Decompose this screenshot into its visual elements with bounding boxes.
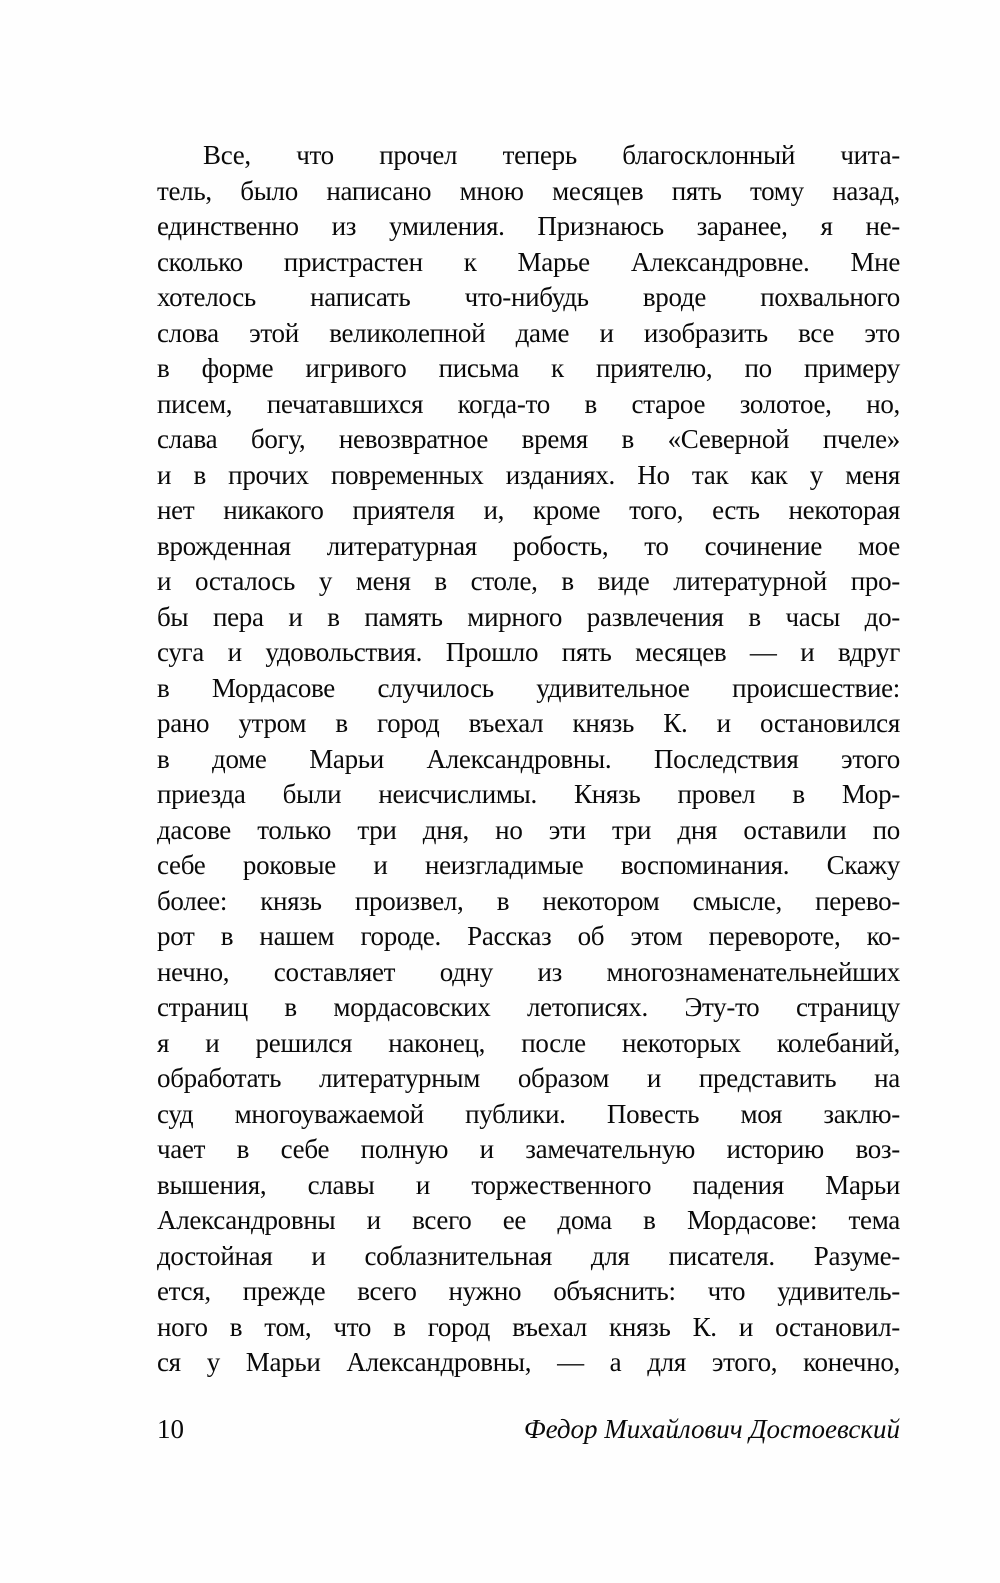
text-line: и в прочих повременных изданиях. Но так как у меня xyxy=(157,459,900,490)
text-line: Все, что прочел теперь благосклонный чита- xyxy=(203,140,900,170)
text-line: Александровны и всего ее дома в Мордасове: тема xyxy=(157,1205,900,1235)
text-line: нечно, составляет одну из многознаменательнейших xyxy=(157,956,900,987)
page-footer xyxy=(157,1412,900,1446)
text-line: в доме Марьи Александровны. Последствия этого xyxy=(157,743,900,774)
text-line: ного в том, что в город въехал князь К. и остановил- xyxy=(157,1311,900,1342)
text-line: сколько пристрастен к Марье Александровне. Мне xyxy=(157,246,900,277)
text-line: ся у Марьи Александровны, — а для этого, конечно, xyxy=(157,1347,900,1377)
text-line: более: князь произвел, в некотором смысле, перево- xyxy=(157,885,900,916)
text-line: тель, было написано мною месяцев пять тому назад, xyxy=(157,175,900,206)
text-line: суга и удовольствия. Прошло пять месяцев — и вдруг xyxy=(157,637,900,667)
text-line: чает в себе полную и замечательную историю воз- xyxy=(157,1134,900,1164)
text-line: единственно из умиления. Признаюсь заранее, я не- xyxy=(157,211,900,241)
text-line: себе роковые и неизгладимые воспоминания. Скажу xyxy=(157,850,900,880)
page-number: 10 xyxy=(157,1414,184,1444)
text-line: слава богу, невозвратное время в «Северной пчеле» xyxy=(157,424,900,454)
text-line: нет никакого приятеля и, кроме того, есть некоторая xyxy=(157,495,900,525)
text-line: в форме игривого письма к приятелю, по примеру xyxy=(157,353,900,383)
author-name: Федор Михайлович Достоевский xyxy=(523,1414,900,1444)
text-line: рано утром в город въехал князь К. и остановился xyxy=(157,708,900,738)
text-line: приезда были неисчислимы. Князь провел в Мор- xyxy=(157,779,900,809)
text-line: ется, прежде всего нужно объяснить: что удивитель- xyxy=(157,1276,900,1306)
text-line: хотелось написать что-нибудь вроде похвального xyxy=(157,282,900,312)
text-line: вышения, славы и торжественного падения Марьи xyxy=(157,1169,900,1200)
body-text xyxy=(157,138,900,1381)
text-line: и осталось у меня в столе, в виде литературной про- xyxy=(157,566,900,596)
text-line: писем, печатавшихся когда-то в старое золотое, но, xyxy=(157,388,900,419)
text-line: страниц в мордасовских летописях. Эту-то страницу xyxy=(157,992,900,1022)
text-line: врожденная литературная робость, то сочинение мое xyxy=(157,530,900,561)
text-line: я и решился наконец, после некоторых колебаний, xyxy=(157,1027,900,1058)
text-line: суд многоуважаемой публики. Повесть моя заклю- xyxy=(157,1098,900,1129)
text-line: бы пера и в память мирного развлечения в часы до- xyxy=(157,601,900,632)
text-line: слова этой великолепной даме и изобразить все это xyxy=(157,317,900,348)
text-line: обработать литературным образом и представить на xyxy=(157,1063,900,1093)
text-line: достойная и соблазнительная для писателя. Разуме- xyxy=(157,1240,900,1271)
text-line: рот в нашем городе. Рассказ об этом перевороте, ко- xyxy=(157,921,900,951)
text-line: в Мордасове случилось удивительное происшествие: xyxy=(157,672,900,703)
text-line: дасове только три дня, но эти три дня оставили по xyxy=(157,814,900,845)
